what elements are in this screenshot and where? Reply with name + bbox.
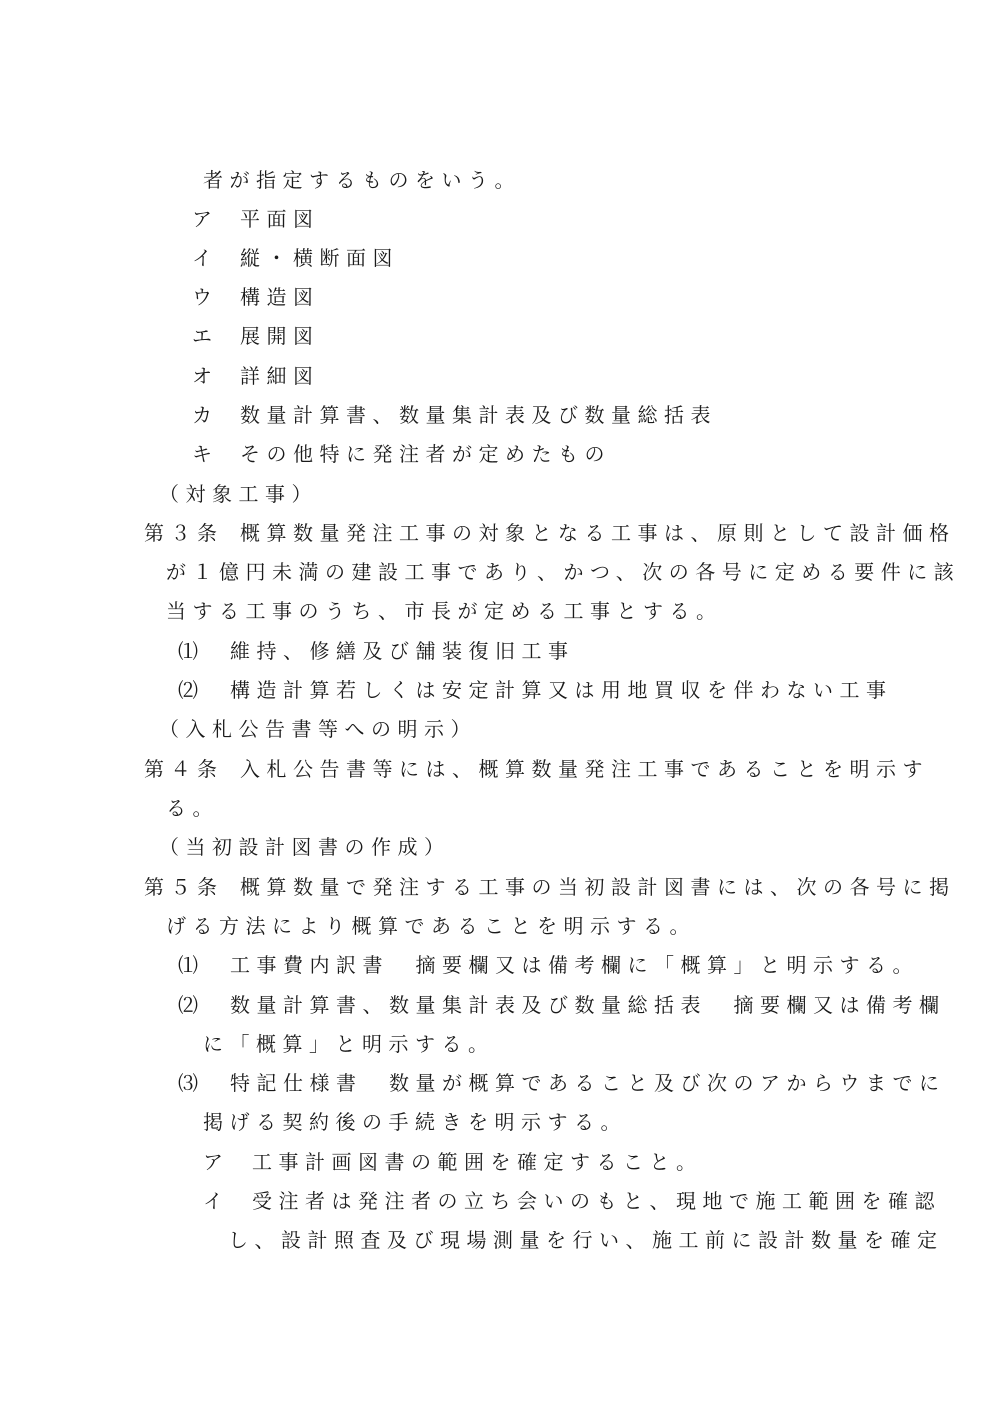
clause-number: ⑶ — [178, 1071, 205, 1095]
clause-text: 構造計算若しくは安定計算又は用地買収を伴わない工事 — [230, 678, 893, 702]
article-text: 当する工事のうち、市長が定める工事とする。 — [166, 599, 723, 623]
item-label: エ — [192, 324, 219, 348]
article-text: 入札公告書等には、概算数量発注工事であることを明示す — [240, 757, 929, 781]
article-text: 概算数量で発注する工事の当初設計図書には、次の各号に掲 — [240, 875, 956, 899]
text-line: 者が指定するものをいう。 — [203, 168, 521, 192]
item-label: イ — [192, 246, 219, 270]
article-text: る。 — [166, 796, 219, 820]
article-number: 第５条 — [144, 875, 224, 899]
article-text: 概算数量発注工事の対象となる工事は、原則として設計価格 — [240, 521, 956, 545]
article-heading: （当初設計図書の作成） — [159, 835, 451, 859]
item-label: オ — [192, 364, 219, 388]
article-heading: （入札公告書等への明示） — [159, 717, 477, 741]
clause-text: 特記仕様書 数量が概算であること及び次のアからウまでに — [230, 1071, 946, 1095]
item-text: 構造図 — [240, 285, 320, 309]
clause-number: ⑵ — [178, 993, 205, 1017]
clause-number: ⑵ — [178, 678, 205, 702]
item-label: カ — [192, 403, 219, 427]
item-label: ア — [203, 1150, 230, 1174]
article-number: 第３条 — [144, 521, 224, 545]
item-text: 平面図 — [240, 207, 320, 231]
article-heading: （対象工事） — [159, 482, 318, 506]
article-text: げる方法により概算であることを明示する。 — [166, 914, 696, 938]
clause-text: 維持、修繕及び舗装復旧工事 — [230, 639, 575, 663]
clause-text: に「概算」と明示する。 — [203, 1032, 495, 1056]
item-text: 詳細図 — [240, 364, 320, 388]
clause-number: ⑴ — [178, 639, 205, 663]
item-text: 縦・横断面図 — [240, 246, 399, 270]
item-text: 数量計算書、数量集計表及び数量総括表 — [240, 403, 717, 427]
item-text: 展開図 — [240, 324, 320, 348]
clause-text: 数量計算書、数量集計表及び数量総括表 摘要欄又は備考欄 — [230, 993, 946, 1017]
clause-number: ⑴ — [178, 953, 205, 977]
item-text: 受注者は発注者の立ち会いのもと、現地で施工範囲を確認 — [252, 1189, 941, 1213]
item-label: イ — [203, 1189, 230, 1213]
item-text: 工事計画図書の範囲を確定すること。 — [252, 1150, 703, 1174]
item-label: キ — [192, 442, 219, 466]
item-label: ア — [192, 207, 219, 231]
article-text: が１億円未満の建設工事であり、かつ、次の各号に定める要件に該 — [166, 560, 961, 584]
clause-text: 掲げる契約後の手続きを明示する。 — [203, 1110, 627, 1134]
article-number: 第４条 — [144, 757, 224, 781]
item-text: その他特に発注者が定めたもの — [240, 442, 611, 466]
clause-text: 工事費内訳書 摘要欄又は備考欄に「概算」と明示する。 — [230, 953, 919, 977]
item-label: ウ — [192, 285, 219, 309]
item-text: し、設計照査及び現場測量を行い、施工前に設計数量を確定 — [228, 1228, 944, 1252]
